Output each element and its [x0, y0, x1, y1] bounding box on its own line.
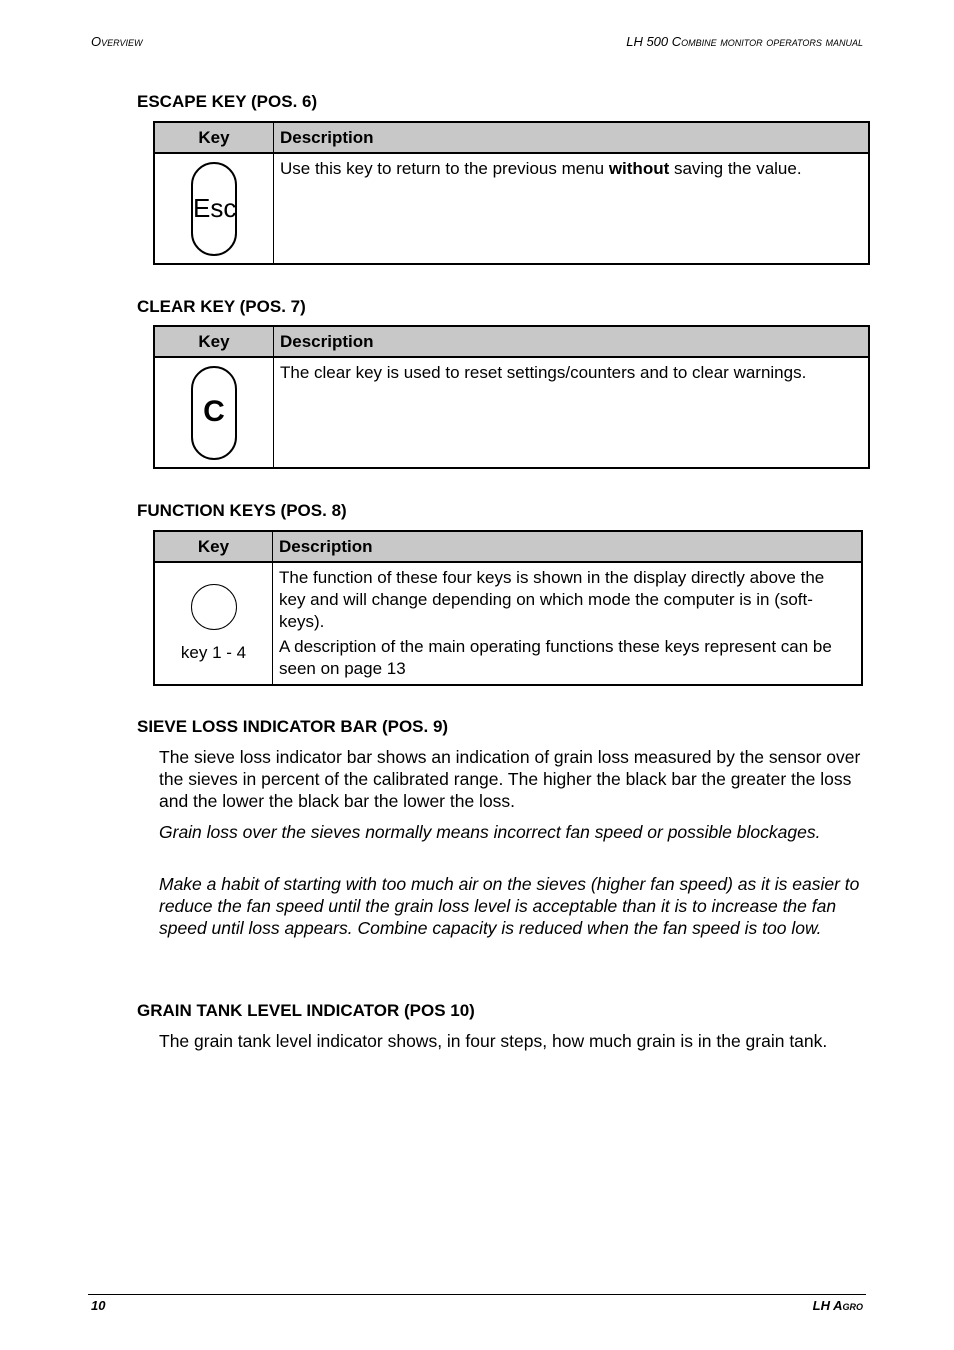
clear-description: The clear key is used to reset settings/counters and to clear warnings. — [280, 363, 807, 382]
function-key-cell — [154, 562, 273, 685]
function-keys-table — [153, 530, 863, 686]
escape-key-cell — [154, 153, 274, 264]
escape-key-table — [153, 121, 870, 265]
sieve-loss-heading: SIEVE LOSS INDICATOR BAR (POS. 9) — [137, 717, 449, 736]
header-section-name: Overview — [91, 34, 143, 49]
function-col-key: Key — [154, 531, 273, 562]
escape-key-heading: ESCAPE KEY (POS. 6) — [137, 92, 318, 111]
function-key-caption: key 1 - 4 — [180, 642, 247, 662]
page-number: 10 — [91, 1298, 106, 1313]
header-manual-title: LH 500 Combine monitor operators manual — [626, 34, 863, 49]
function-description-2: A description of the main operating functions these keys represent can be seen on page 13 — [279, 637, 832, 678]
esc-key-icon: Esc — [191, 162, 237, 256]
function-keys-heading: FUNCTION KEYS (POS. 8) — [137, 501, 347, 520]
grain-tank-paragraph: The grain tank level indicator shows, in four steps, how much grain is in the grain tank. — [159, 1031, 828, 1051]
function-description — [273, 562, 863, 685]
escape-description: Use this key to return to the previous menu without saving the value. — [280, 159, 802, 178]
escape-col-description: Description — [274, 122, 870, 153]
clear-key-cell — [154, 357, 274, 468]
footer-divider — [88, 1294, 866, 1295]
escape-description-bold: without — [608, 159, 670, 178]
clear-key-heading: CLEAR KEY (POS. 7) — [137, 297, 306, 316]
grain-tank-heading: GRAIN TANK LEVEL INDICATOR (POS 10) — [137, 1001, 475, 1020]
function-description-1: The function of these four keys is shown in the display directly above the key and will change depending on which mode the computer is in (soft-keys). — [279, 568, 825, 631]
clear-key-table — [153, 325, 870, 469]
function-key-icon — [191, 584, 237, 630]
clear-key-icon: C — [191, 366, 237, 460]
sieve-loss-paragraph-1: The sieve loss indicator bar shows an indication of grain loss measured by the sensor over the sieves in percent of the calibrated range. The higher the black bar the greater the loss and the lower the black bar the lower the loss. — [159, 747, 861, 811]
sieve-loss-paragraph-3: Make a habit of starting with too much air on the sieves (higher fan speed) as it is easier to reduce the fan speed until the grain loss level is acceptable than it is to increase the fan speed until loss appears. Combine capacity is reduced when the fan speed is too low. — [159, 874, 860, 938]
sieve-loss-paragraph-2: Grain loss over the sieves normally means incorrect fan speed or possible blockages. — [159, 822, 821, 842]
escape-col-key: Key — [154, 122, 274, 153]
footer-brand: LH Agro — [812, 1298, 863, 1313]
clear-col-description: Description — [274, 326, 870, 357]
clear-col-key: Key — [154, 326, 274, 357]
function-col-description: Description — [273, 531, 863, 562]
